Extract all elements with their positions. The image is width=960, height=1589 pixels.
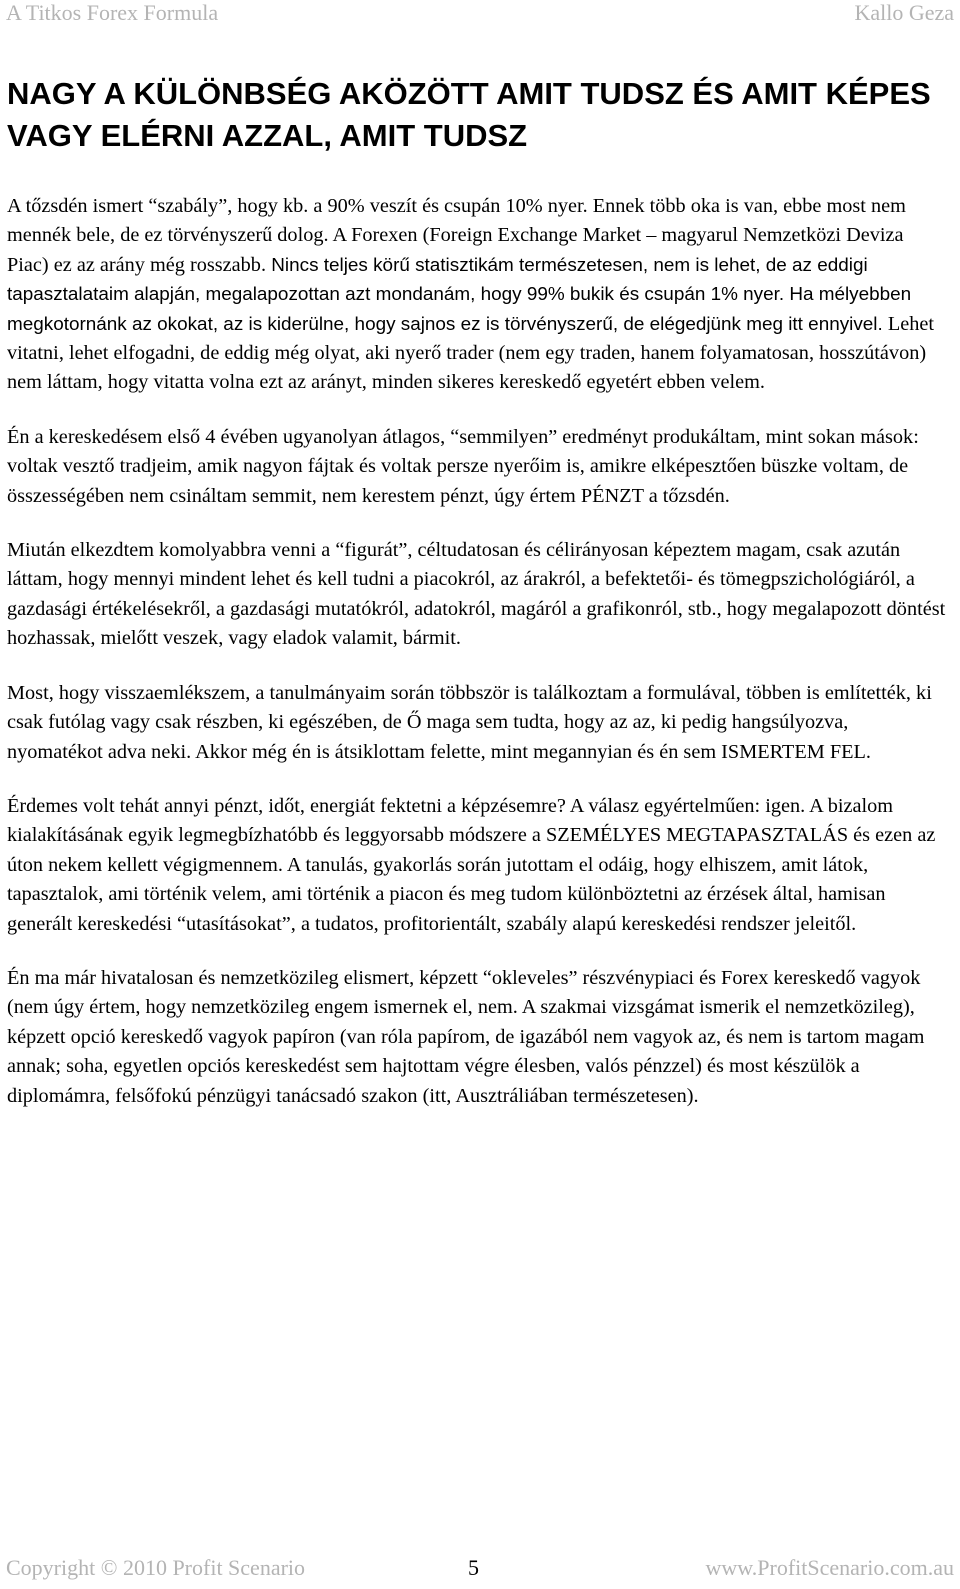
paragraph-3: Miután elkezdtem komolyabbra venni a “figurát”, céltudatosan és célirányosan képeztem magam, csak azután láttam, hogy mennyi mindent lehet és kell tudni a piacokról, az árakról, a befektetői- és tömegpszichológiáról, a gazdasági értékelésekről, a gazdasági mutatókról, adatokról, magáról a grafikonról, stb., hogy megalapozott döntést hozhassak, mielőtt veszek, vagy eladok valamit, bármit. — [7, 539, 946, 650]
header-book-title: A Titkos Forex Formula — [6, 0, 219, 25]
page-number: 5 — [468, 1555, 479, 1580]
page-header — [0, 0, 960, 30]
paragraph-2: Én a kereskedésem első 4 évében ugyanolyan átlagos, “semmilyen” eredményt produkáltam, mint sokan mások: voltak vesztő tradjeim, amik nagyon fájtak és voltak persze nyerőim is, amikre elképesztően büszke voltam, de összességében nem csináltam semmit, nem kerestem pénzt, úgy értem PÉNZT a tőzsdén. — [7, 425, 919, 507]
paragraph-1-statistics: Nincs teljes körű statisztikám természetesen, nem is lehet, de az eddigi tapasztalataim alapján, megalapozottan azt mondanám, hogy 99% bukik és csupán 1% nyer. — [7, 254, 868, 306]
footer-copyright: Copyright © 2010 Profit Scenario — [6, 1555, 306, 1580]
chapter-title: NAGY A KÜLÖNBSÉG AKÖZÖTT AMIT TUDSZ ÉS AMIT KÉPES VAGY ELÉRNI AZZAL, AMIT TUDSZ — [7, 76, 931, 153]
paragraph-4: Most, hogy visszaemlékszem, a tanulmányaim során többször is találkoztam a formulával, többen is említették, ki csak futólag vagy csak részben, ki egészében, de Ő maga sem tudta, hogy az az, ki pedig hangsúlyozva, nyomatékot adva neki. Akkor még én is átsiklottam felette, mint megannyian és én sem ISMERTEM FEL. — [7, 681, 932, 763]
paragraph-1-reasons: Ha mélyebben megkotornánk az okokat, az is kiderülne, hogy sajnos ez is törvényszerű, de elégedjünk meg itt ennyivel. — [7, 284, 912, 335]
footer-url: www.ProfitScenario.com.au — [705, 1555, 954, 1580]
paragraph-1-conclusion: Lehet vitatni, lehet elfogadni, de eddig még olyat, aki nyerő trader (nem egy traden, hanem folyamatosan, hosszútávon) nem láttam, hogy vitatta volna ezt az arányt, minden sikeres kereskedő egyetért ebben velem. — [7, 312, 934, 394]
header-author: Kallo Geza — [854, 0, 954, 25]
body-text — [7, 192, 949, 1136]
page-footer — [0, 1549, 960, 1589]
paragraph-6: Én ma már hivatalosan és nemzetközileg elismert, képzett “okleveles” részvénypiaci és Forex kereskedő vagyok (nem úgy értem, hogy nemzetközileg engem ismernek el, nem. A szakmai vizsgámat ismerik el nemzetközileg), képzett opció kereskedő vagyok papíron (van róla papírom, de igazából nem vagyok az, és nem is tartom magam annak; soha, egyetlen opciós kereskedést sem hajtottam végre élesben, valós pénzzel) és most készülök a diplomámra, felsőfokú pénzügyi tanácsadó szakon (itt, Ausztráliában természetesen). — [7, 966, 925, 1107]
paragraph-1-intro: A tőzsdén ismert “szabály”, hogy kb. a 90% veszít és csupán 10% nyer. Ennek több oka is van, ebbe most nem mennék bele, de ez törvényszerű dolog. A Forexen (Foreign Exchange Market – magyarul Nemzetközi Deviza Piac) ez az arány még rosszabb. — [7, 195, 906, 276]
paragraph-1 — [7, 192, 949, 398]
paragraph-5: Érdemes volt tehát annyi pénzt, időt, energiát fektetni a képzésemre? A válasz egyértelműen: igen. A bizalom kialakításának egyik legmegbízhatóbb és leggyorsabb módszere a SZEMÉLYES MEGTAPASZTALÁS és ezen az úton nekem kellett végigmennem. A tanulás, gyakorlás során jutottam el odáig, hogy elhiszem, amit látok, tapasztalok, ami történik velem, ami történik a piacon és meg tudom különböztetni az érzések által, hamisan generált kereskedési “utasításokat”, a tudatos, profitorientált, szabály alapú kereskedési rendszer jeleitől. — [7, 794, 936, 935]
